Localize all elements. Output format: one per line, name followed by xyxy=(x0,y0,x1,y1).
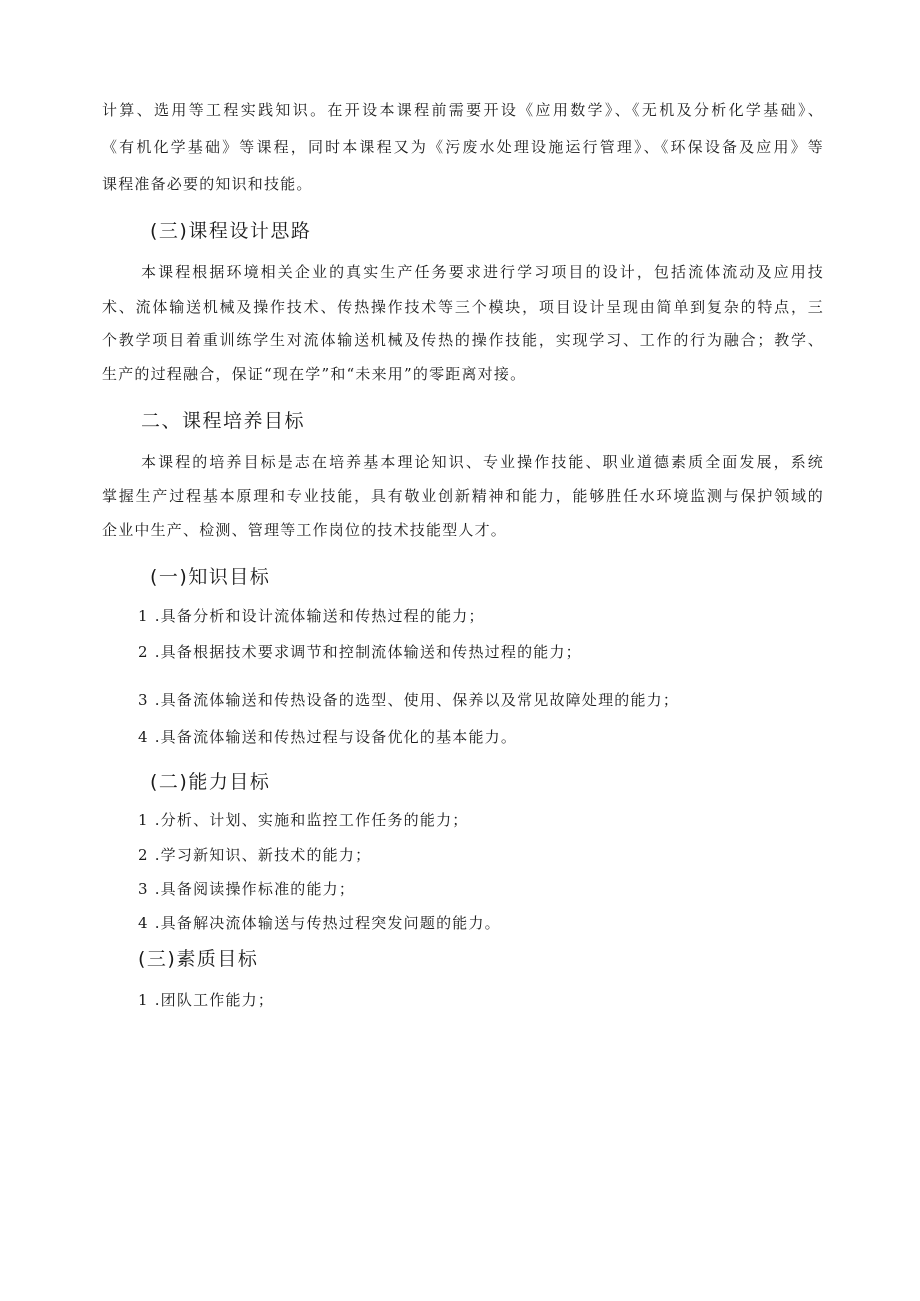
intro-line: 课程准备必要的知识和技能。 xyxy=(102,175,313,193)
design-line: 个教学项目着重训练学生对流体输送机械及传热的操作技能，实现学习、工作的行为融合；教学、 xyxy=(102,331,824,349)
design-line: 本课程根据环境相关企业的真实生产任务要求进行学习项目的设计，包括流体流动及应用技 xyxy=(141,263,824,281)
section-heading-quality: (三)素质目标 xyxy=(138,948,259,970)
knowledge-item: 4 .具备流体输送和传热过程与设备优化的基本能力。 xyxy=(138,728,518,746)
ability-item: 2 .学习新知识、新技术的能力； xyxy=(138,846,372,864)
design-line: 术、流体输送机械及操作技术、传热操作技术等三个模块，项目设计呈现由简单到复杂的特点，三 xyxy=(102,298,824,316)
section-heading-knowledge: (一)知识目标 xyxy=(150,566,271,588)
knowledge-item: 3 .具备流体输送和传热设备的选型、使用、保养以及常见故障处理的能力； xyxy=(138,691,680,709)
knowledge-item: 1 .具备分析和设计流体输送和传热过程的能力； xyxy=(138,607,485,625)
quality-item: 1 .团队工作能力； xyxy=(138,991,275,1009)
section-heading-ability: (二)能力目标 xyxy=(150,771,271,793)
section-heading-design: (三)课程设计思路 xyxy=(150,220,312,242)
section-heading-goals: 二、课程培养目标 xyxy=(141,410,306,432)
ability-item: 3 .具备阅读操作标准的能力； xyxy=(138,880,356,898)
intro-line: 计算、选用等工程实践知识。在开设本课程前需要开设《应用数学》、《无机及分析化学基础》、 xyxy=(102,101,824,119)
design-line: 生产的过程融合，保证“现在学”和“未来用”的零距离对接。 xyxy=(102,365,527,383)
goals-line: 企业中生产、检测、管理等工作岗位的技术技能型人才。 xyxy=(102,521,508,539)
goals-line: 本课程的培养目标是志在培养基本理论知识、专业操作技能、职业道德素质全面发展，系统 xyxy=(141,453,824,471)
ability-item: 4 .具备解决流体输送与传热过程突发问题的能力。 xyxy=(138,914,501,932)
intro-line: 《有机化学基础》等课程，同时本课程又为《污废水处理设施运行管理》、《环保设备及应用》等 xyxy=(102,138,824,156)
goals-line: 掌握生产过程基本原理和专业技能，具有敬业创新精神和能力，能够胜任水环境监测与保护领域的 xyxy=(102,487,824,505)
ability-item: 1 .分析、计划、实施和监控工作任务的能力； xyxy=(138,811,469,829)
knowledge-item: 2 .具备根据技术要求调节和控制流体输送和传热过程的能力； xyxy=(138,643,582,661)
